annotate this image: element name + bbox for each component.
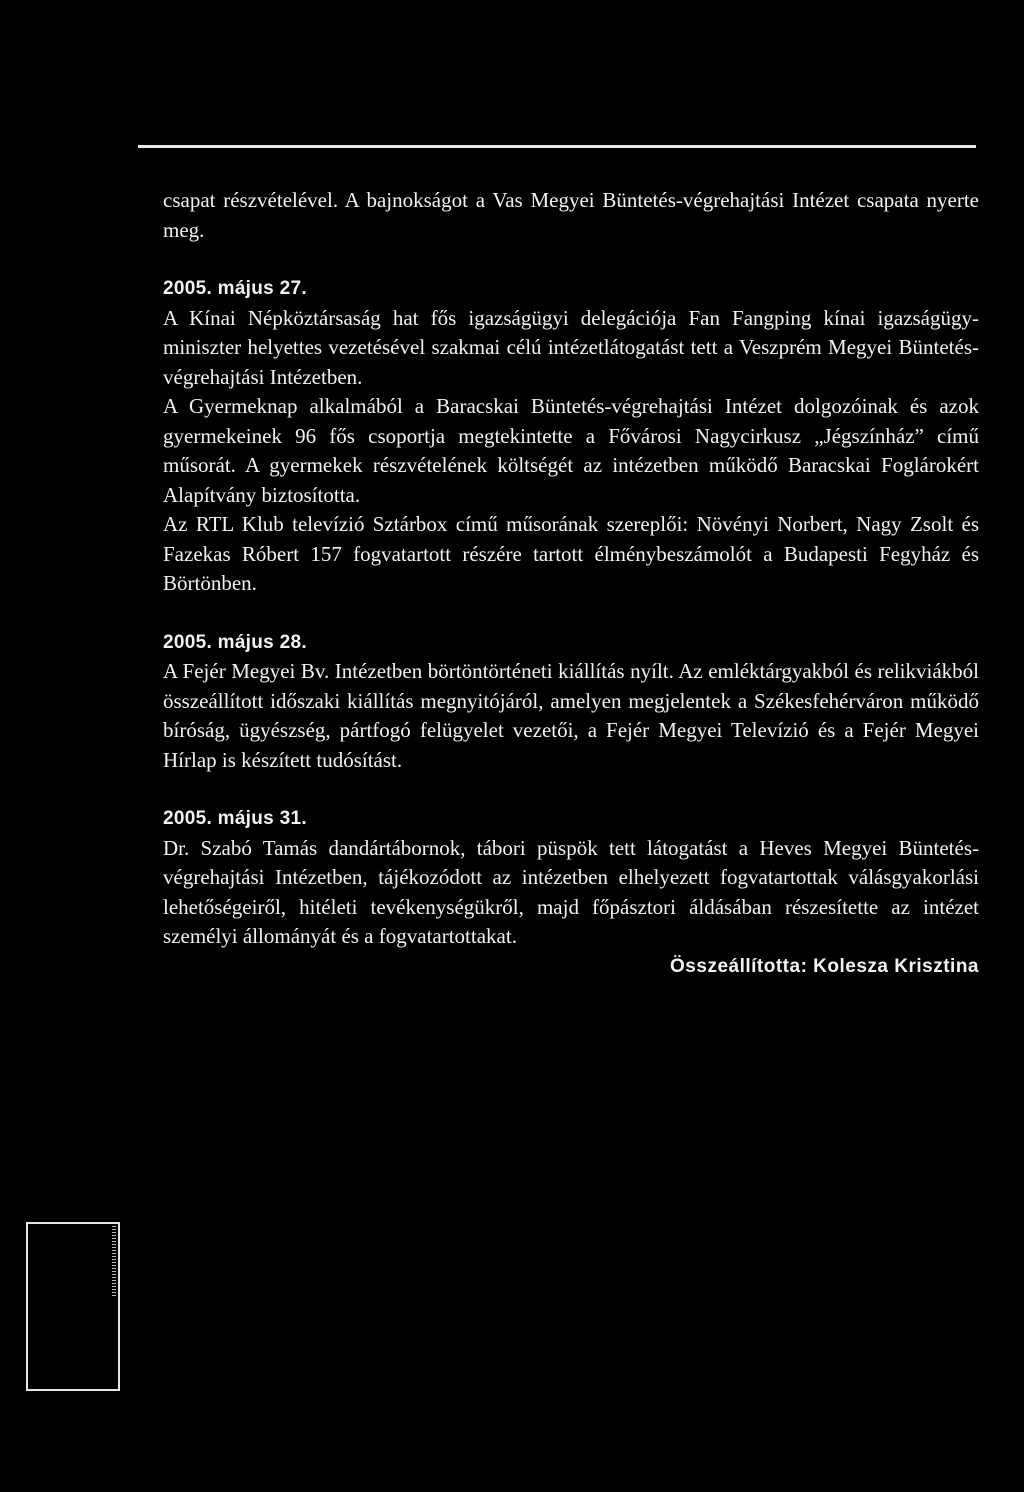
entry-date: 2005. május 27. [163,278,307,299]
entry-paragraph: Az RTL Klub televízió Sztárbox című műsorának szereplői: Növényi Norbert, Nagy Zsolt és Fazekas Róbert 157 fogvatartott részére tartott élménybeszámolót a Budapesti Fegyház és Börtönben. [163,512,979,595]
document-body [163,186,979,981]
intro-paragraph: csapat részvételével. A bajnokságot a Vas Megyei Büntetés-végrehajtási Intézet csapata nyerte meg. [163,188,979,242]
corner-frame [26,1222,120,1391]
entry-may-31 [163,804,979,952]
top-divider [138,145,976,148]
author-credit: Összeállította: Kolesza Krisztina [670,955,979,977]
entry-paragraph: A Fejér Megyei Bv. Intézetben börtöntörténeti kiállítás nyílt. Az emléktárgyakból és relikviákból összeállított időszaki kiállítás megnyitójáról, amelyen megjelentek a Székesfehérváron működő bíróság, ügyészség, pártfogó felügyelet vezetői, a Fejér Megyei Televízió és a Fejér Megyei Hírlap is készített tudósítást. [163,659,979,772]
entry-paragraph: Dr. Szabó Tamás dandártábornok, tábori püspök tett látogatást a Heves Megyei Büntetés-végrehajtási Intézetben, tájékozódott az intézetben elhelyezett fogvatartottak válásgyakorlási lehetőségeiről, hitéleti tevékenységükről, majd főpásztori áldásában részesítette az intézet személyi állományát és a fogvatartottakat. [163,835,979,948]
entry-paragraph: A Gyermeknap alkalmából a Baracskai Büntetés-végrehajtási Intézet dolgozóinak és azok gyermekeinek 96 fős csoportja megtekintette a Fővárosi Nagycirkusz „Jégszínház” című műsorát. A gyermekek részvételének költségét az intézetben működő Baracskai Foglárokért Alapítvány biztosította. [163,394,979,507]
entry-date: 2005. május 31. [163,808,307,829]
entry-paragraph: A Kínai Népköztársaság hat fős igazságügyi delegációja Fan Fangping kínai igazságügy-miniszter helyettes vezetésével szakmai célú intézetlátogatást tett a Veszprém Megyei Büntetés-végrehajtási Intézetben. [163,305,979,389]
hatch-mark [112,1226,116,1296]
entry-may-28 [163,628,979,776]
entry-date: 2005. május 28. [163,631,307,653]
entry-may-27 [163,274,979,599]
